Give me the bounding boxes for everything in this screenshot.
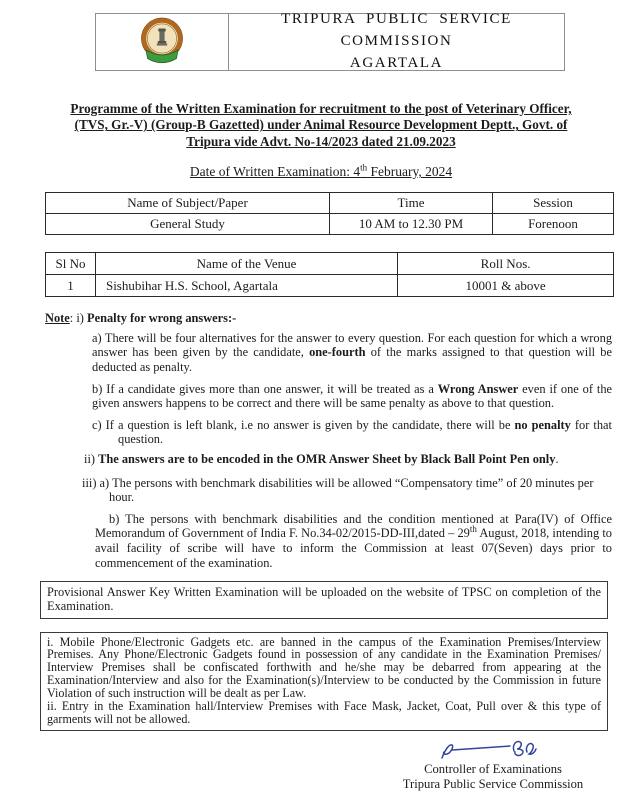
subject-table [45, 192, 614, 235]
answer-key-notice-text: Provisional Answer Key Written Examination will be uploaded on the website of TPSC on completion of the Examination. [47, 585, 601, 614]
venue-cell-slno: 1 [46, 275, 96, 297]
note-a-bold: one-fourth [309, 345, 366, 360]
note-label-sep: : [69, 311, 77, 326]
logo-cell [96, 14, 229, 70]
venue-table-header-slno: Sl No [46, 253, 96, 275]
header-box [95, 13, 565, 71]
note-c-text2: for that question. [118, 417, 612, 447]
notes-section [45, 311, 612, 570]
exam-date-suffix: February, 2024 [367, 164, 453, 180]
signatory-org: Tripura Public Service Commission [402, 777, 584, 792]
note-b-text1: If a candidate gives more than one answer, it will be treated as a [106, 381, 438, 396]
venue-table-header-name: Name of the Venue [95, 253, 397, 275]
note-c-bold: no penalty [514, 417, 571, 432]
note-ii-bold: The answers are to be encoded in the OMR Answer Sheet by Black Ball Point Pen only [98, 451, 556, 466]
venue-cell-name: Sishubihar H.S. School, Agartala [95, 275, 397, 297]
note-c-number: c) [92, 417, 106, 432]
handwritten-signature-icon [428, 738, 558, 764]
note-item-iii-a [82, 476, 612, 505]
note-item-iii-b [95, 512, 612, 570]
note-item-c [92, 418, 612, 447]
signature-block [388, 738, 598, 793]
note-ii-suffix: . [555, 451, 559, 466]
subject-table-header-time: Time [330, 193, 493, 214]
venue-table-row [46, 275, 614, 297]
gadget-notice-item-i: i. Mobile Phone/Electronic Gadgets etc. are banned in the campus of the Examination Premises/Interview Premises. Any Phone/Electronic Gadgets found in possession of any candidate in the Examination Premises/ Interview Premises shall be confiscated forthwith and he/she may be debarred from appearing at the Examination/Interview and also for the Examination(s)/Interview to be conducted by the Commission in future Violation of such instruction will be dealt as per Law. [47, 634, 601, 701]
subject-cell-session: Forenoon [493, 214, 614, 235]
document-title-line1: Programme of the Written Examination for recruitment to the post of Veterinary Officer, [70, 101, 572, 116]
org-name-line2: AGARTALA [349, 54, 444, 71]
document-page [0, 11, 642, 792]
note-i-suffix: :- [228, 311, 237, 326]
note-iii-b-number: b) [109, 511, 126, 526]
subject-table-row [46, 214, 614, 235]
note-c-text1: If a question is left blank, i.e no answer is given by the candidate, there will be [105, 417, 515, 432]
subject-table-header-paper: Name of Subject/Paper [46, 193, 330, 214]
note-iii-a-number: iii) a) [82, 475, 113, 490]
document-title-line3: Tripura vide Advt. No-14/2023 dated 21.09.2023 [186, 133, 456, 149]
note-label: Note [45, 311, 70, 326]
note-iii-b-text1: The persons with benchmark disabilities and the condition mentioned at Para(IV) of Office Memorandum of Government of India F. No.34-02/2015-DD-III,dated – 29 [95, 511, 612, 541]
venue-table-header-row [46, 253, 614, 275]
subject-table-header-row [46, 193, 614, 214]
subject-cell-time: 10 AM to 12.30 PM [330, 214, 493, 235]
document-title [58, 101, 584, 150]
gadget-notice-item-ii: ii. Entry in the Examination hall/Interview Premises with Face Mask, Jacket, Coat, Pull over & this type of garments will not be allowed. [47, 699, 601, 726]
answer-key-notice-box [40, 581, 608, 618]
exam-date-prefix: Date of Written Examination: 4 [189, 164, 361, 180]
note-a-number: a) [92, 330, 105, 345]
note-iii-b-ordinal: th [469, 524, 477, 535]
subject-table-header-session: Session [493, 193, 614, 214]
note-iii-b-text2: August, 2018, intending to avail facility of scribe will have to inform the Commission at least 07(Seven) days prior to commencement of the examination. [95, 526, 612, 570]
note-heading [45, 311, 612, 326]
note-item-a [92, 331, 612, 375]
note-item-ii [84, 452, 612, 467]
note-iii-a-text: The persons with benchmark disabilities will be allowed “Compensatory time” of 20 minutes per hour. [109, 475, 594, 505]
venue-cell-rolls: 10001 & above [398, 275, 614, 297]
note-b-text2: even if one of the given answers happens to be correct and there will be same penalty as above to that question. [92, 381, 613, 411]
org-name-line1: TRIPURA PUBLIC SERVICE COMMISSION [281, 11, 512, 50]
note-b-number: b) [92, 381, 107, 396]
note-a-text1: There will be four alternatives for the answer to every question. For each question for which a wrong answer has been given by the candidate, [92, 330, 613, 360]
venue-table-header-rolls: Roll Nos. [398, 253, 614, 275]
note-ii-number: ii) [84, 451, 99, 466]
note-a-text2: of the marks assigned to that question will be deducted as penalty. [92, 345, 612, 374]
document-title-line2: (TVS, Gr.-V) (Group-B Gazetted) under Animal Resource Development Deptt., Govt. of [74, 117, 568, 133]
gadget-notice-box [40, 632, 608, 731]
org-name [229, 11, 564, 71]
subject-cell-paper: General Study [46, 214, 330, 235]
note-i-number: i) [76, 311, 87, 326]
tpsc-seal-icon [139, 17, 185, 67]
note-i-heading: Penalty for wrong answers [87, 311, 228, 326]
note-item-b [92, 382, 612, 411]
exam-date-line [0, 164, 642, 180]
note-b-bold: Wrong Answer [437, 381, 519, 396]
signatory-role: Controller of Examinations [424, 761, 562, 776]
exam-date-ordinal: th [360, 162, 368, 173]
venue-table [45, 252, 614, 297]
